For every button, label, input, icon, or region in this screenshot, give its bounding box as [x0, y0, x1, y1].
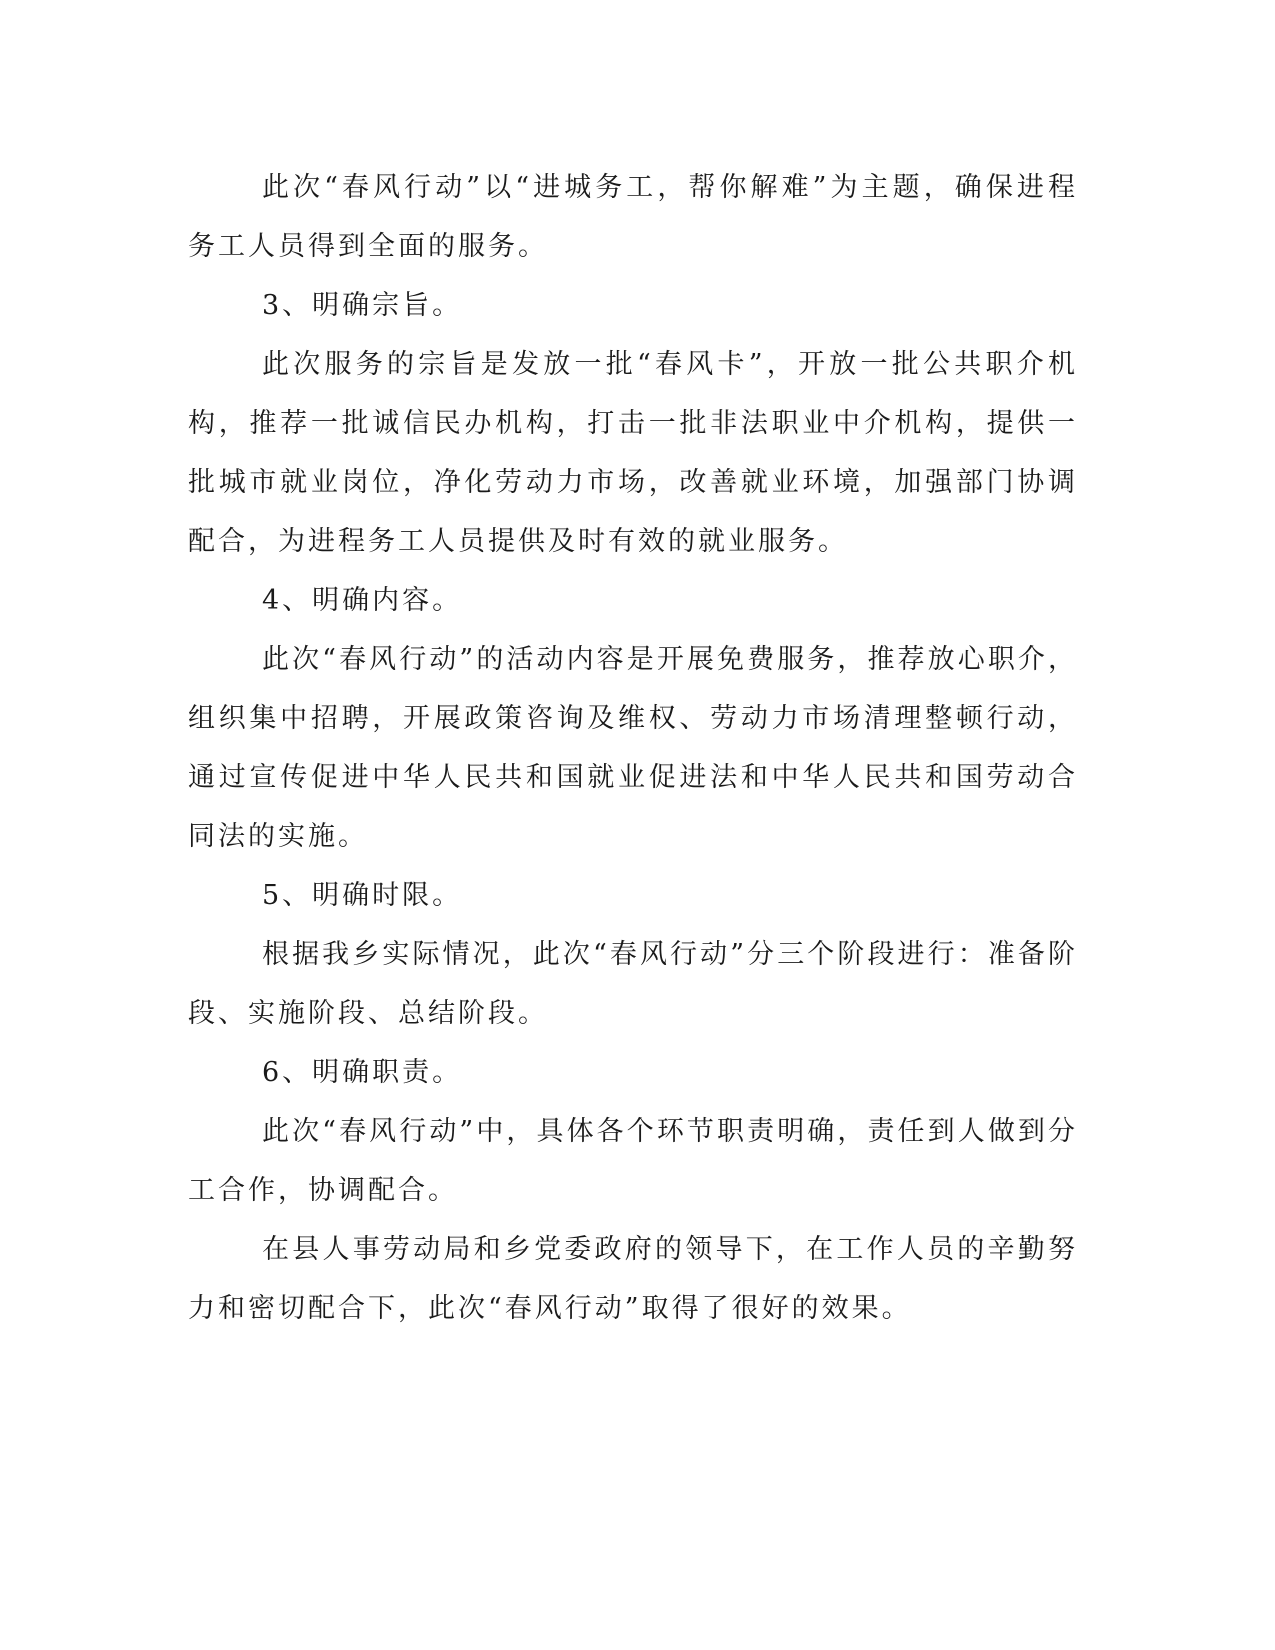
paragraph-theme: 此次“春风行动”以“进城务工，帮你解难”为主题，确保进程务工人员得到全面的服务。	[188, 172, 1078, 262]
heading-duties: 6、明确职责。	[262, 1057, 463, 1088]
paragraph-content: 此次“春风行动”的活动内容是开展免费服务，推荐放心职介，组织集中招聘，开展政策咨询及维权、劳动力市场清理整顿行动，通过宣传促进中华人民共和国就业促进法和中华人民共和国劳动合同法的实施。	[188, 644, 1078, 852]
paragraph-timeline: 根据我乡实际情况，此次“春风行动”分三个阶段进行：准备阶段、实施阶段、总结阶段。	[188, 939, 1078, 1029]
heading-timeline: 5、明确时限。	[262, 880, 463, 911]
paragraph-purpose: 此次服务的宗旨是发放一批“春风卡”，开放一批公共职介机构，推荐一批诚信民办机构，打击一批非法职业中介机构，提供一批城市就业岗位，净化劳动力市场，改善就业环境，加强部门协调配合，为进程务工人员提供及时有效的就业服务。	[188, 349, 1078, 557]
paragraph-duties: 此次“春风行动”中，具体各个环节职责明确，责任到人做到分工合作，协调配合。	[188, 1116, 1078, 1206]
heading-purpose: 3、明确宗旨。	[262, 290, 463, 321]
document-body	[188, 158, 1078, 1338]
heading-content: 4、明确内容。	[262, 585, 463, 616]
paragraph-conclusion: 在县人事劳动局和乡党委政府的领导下，在工作人员的辛勤努力和密切配合下，此次“春风行动”取得了很好的效果。	[188, 1234, 1078, 1324]
